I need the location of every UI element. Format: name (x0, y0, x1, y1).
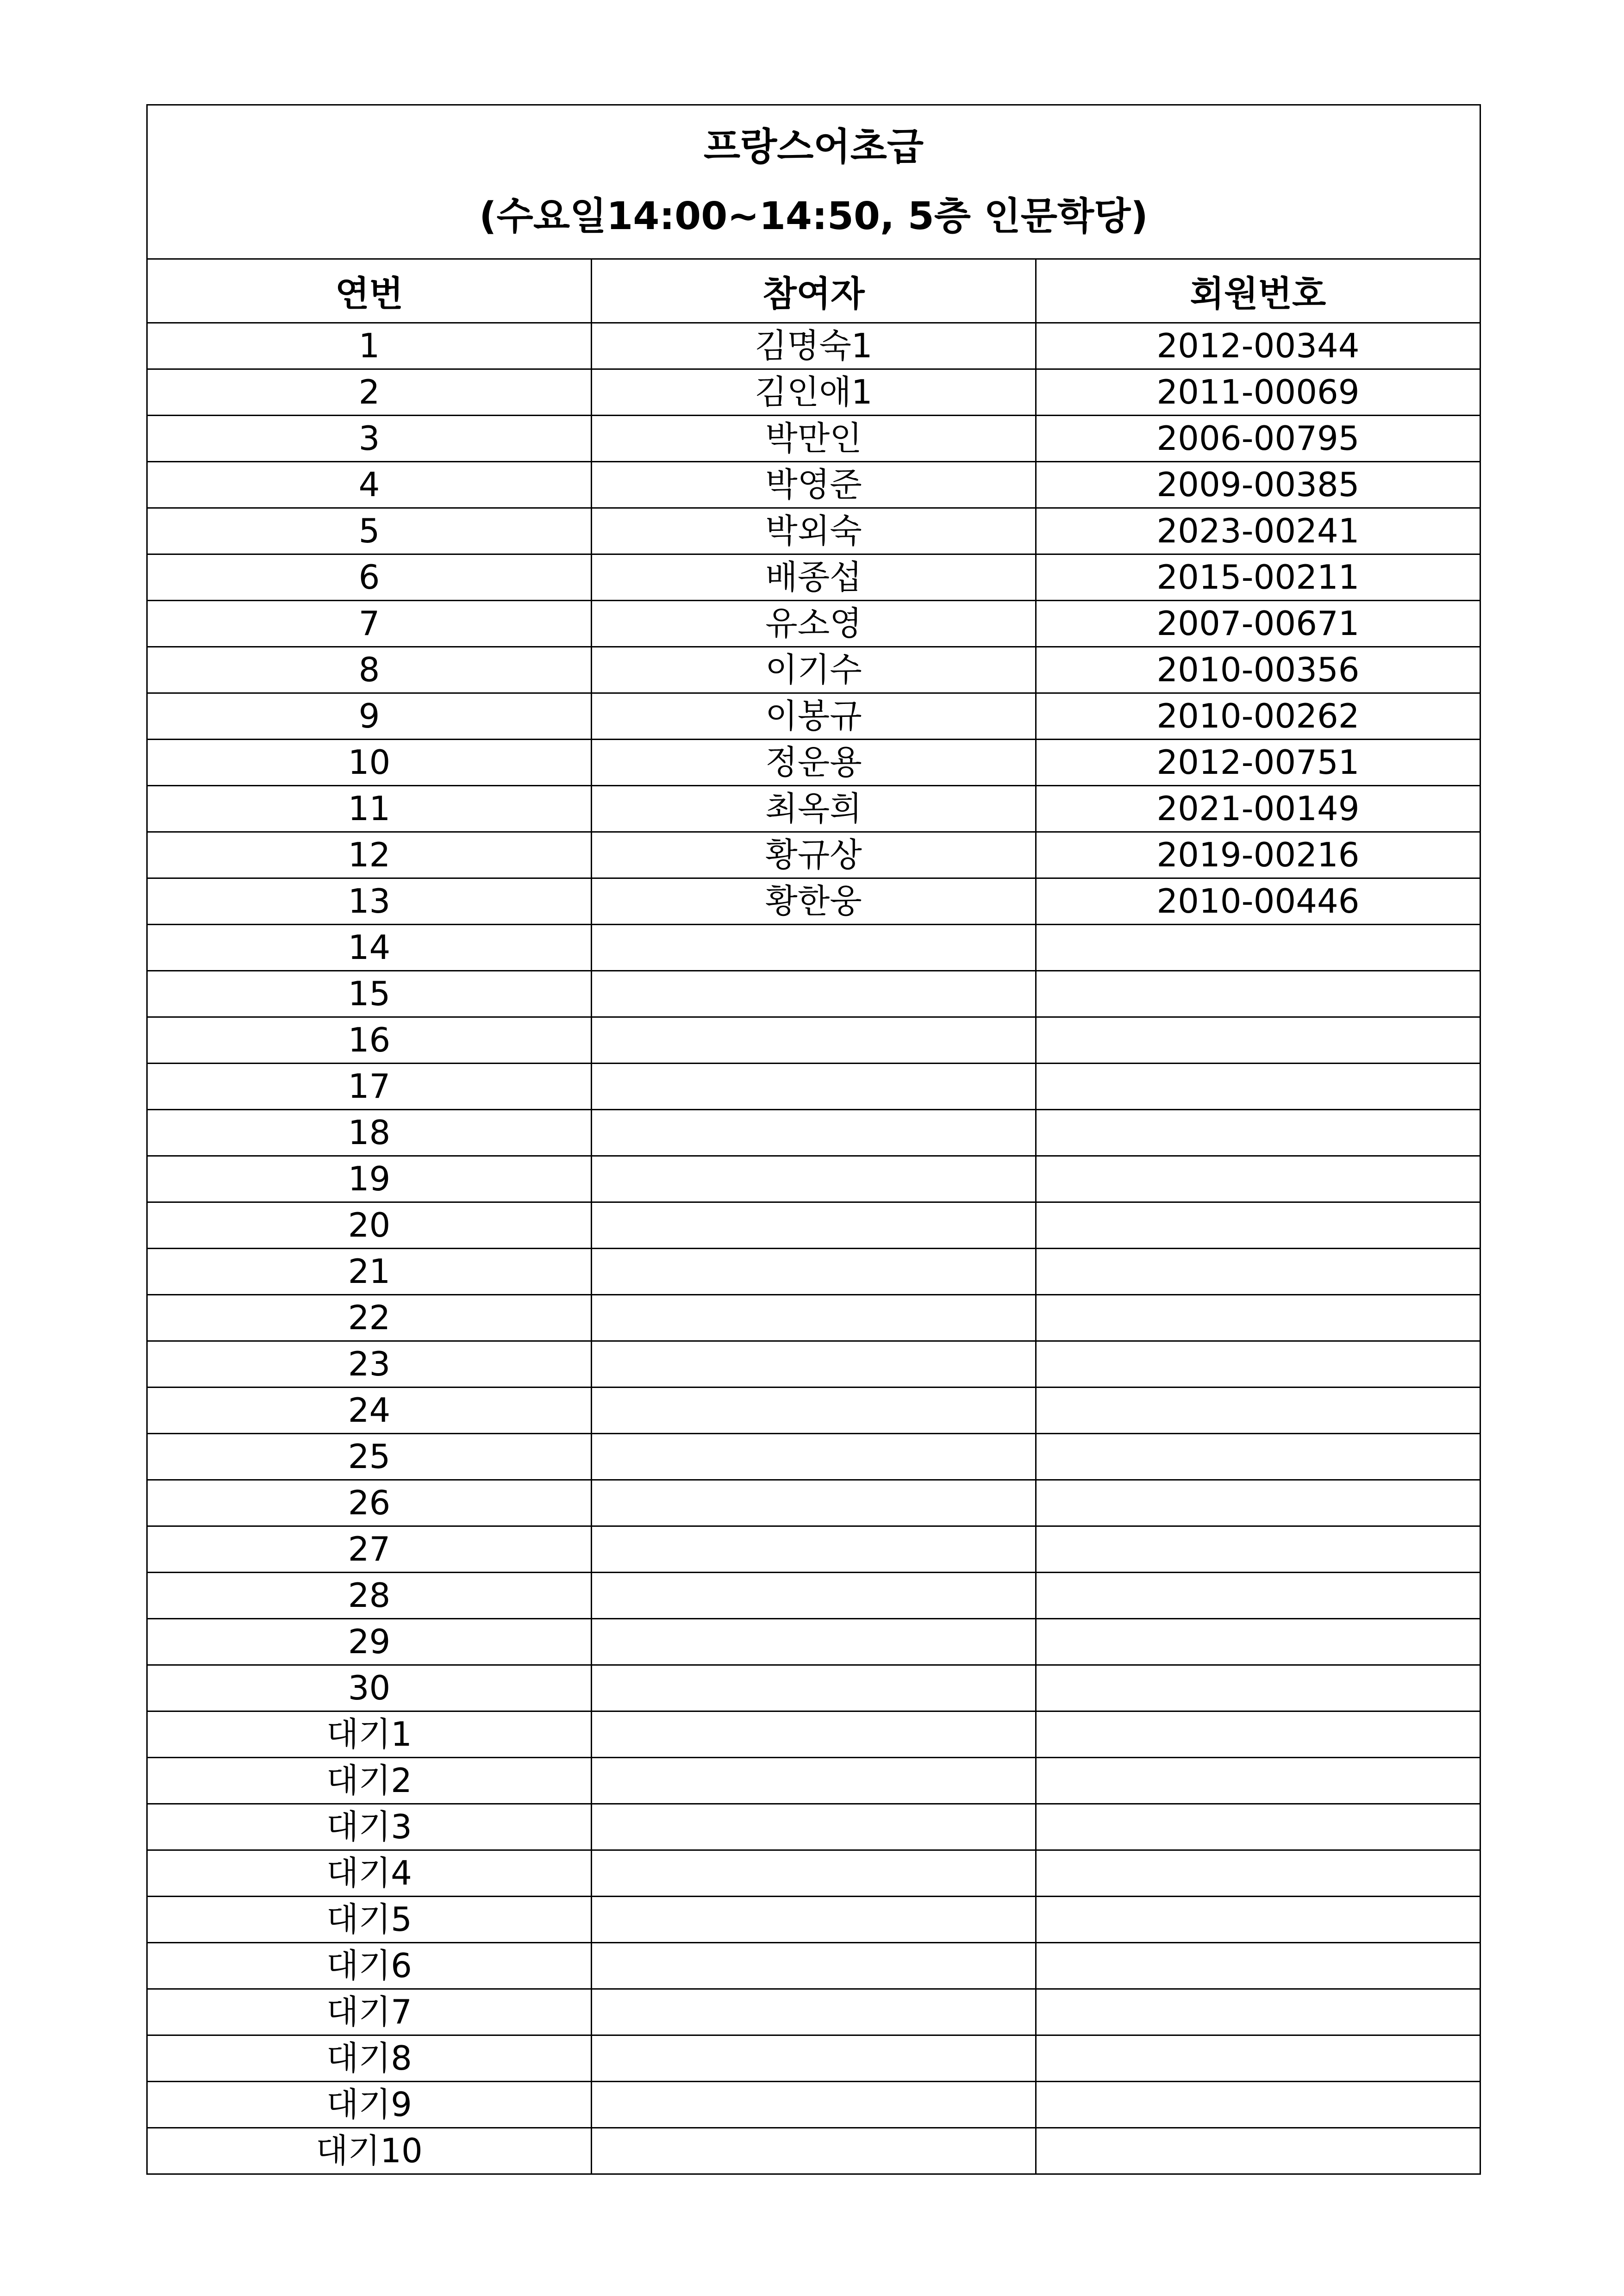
cell-participant (592, 925, 1036, 971)
header-row (147, 259, 1480, 323)
cell-participant (592, 1017, 1036, 1064)
table-row (147, 1295, 1480, 1341)
cell-participant: 이봉규 (592, 693, 1036, 740)
cell-member-id (1036, 1434, 1480, 1480)
cell-number: 28 (147, 1573, 592, 1619)
cell-number: 1 (147, 323, 592, 369)
cell-member-id: 2007-00671 (1036, 601, 1480, 647)
cell-member-id: 2010-00356 (1036, 647, 1480, 693)
page-title: 프랑스어초급 (703, 125, 924, 169)
cell-member-id (1036, 1341, 1480, 1388)
title-row (147, 105, 1480, 259)
cell-participant (592, 1758, 1036, 1804)
table-row (147, 786, 1480, 832)
table-row (147, 971, 1480, 1017)
cell-member-id (1036, 1850, 1480, 1897)
cell-member-id: 2019-00216 (1036, 832, 1480, 878)
cell-participant (592, 2128, 1036, 2174)
table-row (147, 647, 1480, 693)
cell-participant (592, 1064, 1036, 1110)
cell-member-id: 2010-00262 (1036, 693, 1480, 740)
cell-member-id (1036, 2035, 1480, 2082)
cell-member-id (1036, 1249, 1480, 1295)
cell-number: 대기10 (147, 2128, 592, 2174)
cell-member-id: 2006-00795 (1036, 416, 1480, 462)
cell-member-id (1036, 1064, 1480, 1110)
table-row (147, 832, 1480, 878)
table-row (147, 1017, 1480, 1064)
cell-number: 24 (147, 1388, 592, 1434)
cell-participant (592, 1341, 1036, 1388)
cell-number: 대기8 (147, 2035, 592, 2082)
page-subtitle: (수요일14:00~14:50, 5층 인문학당) (479, 194, 1148, 238)
cell-member-id (1036, 1897, 1480, 1943)
cell-participant: 최옥희 (592, 786, 1036, 832)
table-row (147, 1665, 1480, 1711)
cell-number: 대기5 (147, 1897, 592, 1943)
cell-member-id (1036, 1017, 1480, 1064)
cell-number: 7 (147, 601, 592, 647)
cell-number: 대기2 (147, 1758, 592, 1804)
table-row (147, 416, 1480, 462)
cell-participant (592, 1989, 1036, 2035)
cell-member-id (1036, 1711, 1480, 1758)
cell-participant (592, 1804, 1036, 1850)
cell-participant (592, 1480, 1036, 1526)
cell-number: 25 (147, 1434, 592, 1480)
table-row (147, 2082, 1480, 2128)
table-row (147, 1804, 1480, 1850)
cell-member-id (1036, 1619, 1480, 1665)
table-row (147, 2035, 1480, 2082)
cell-number: 4 (147, 462, 592, 508)
cell-participant (592, 1943, 1036, 1989)
table-row (147, 1202, 1480, 1249)
cell-participant (592, 1434, 1036, 1480)
table-row (147, 1850, 1480, 1897)
table-row (147, 1388, 1480, 1434)
cell-number: 대기9 (147, 2082, 592, 2128)
cell-number: 19 (147, 1156, 592, 1202)
cell-number: 17 (147, 1064, 592, 1110)
cell-member-id (1036, 2082, 1480, 2128)
table-row (147, 369, 1480, 416)
cell-member-id: 2015-00211 (1036, 554, 1480, 601)
cell-member-id (1036, 1202, 1480, 1249)
cell-member-id (1036, 1758, 1480, 1804)
cell-participant: 배종섭 (592, 554, 1036, 601)
cell-participant (592, 1202, 1036, 1249)
cell-participant: 황규상 (592, 832, 1036, 878)
table-row (147, 925, 1480, 971)
table-row (147, 601, 1480, 647)
cell-participant: 박만인 (592, 416, 1036, 462)
cell-participant (592, 1156, 1036, 1202)
cell-participant: 이기수 (592, 647, 1036, 693)
cell-number: 13 (147, 878, 592, 925)
cell-number: 22 (147, 1295, 592, 1341)
cell-participant: 박외숙 (592, 508, 1036, 554)
title-cell (147, 105, 1480, 259)
cell-number: 3 (147, 416, 592, 462)
cell-participant (592, 1850, 1036, 1897)
table-row (147, 1758, 1480, 1804)
table-row (147, 1156, 1480, 1202)
table-row (147, 508, 1480, 554)
cell-number: 대기7 (147, 1989, 592, 2035)
cell-participant (592, 1573, 1036, 1619)
cell-number: 11 (147, 786, 592, 832)
cell-member-id: 2012-00344 (1036, 323, 1480, 369)
cell-member-id (1036, 1665, 1480, 1711)
table-row (147, 1341, 1480, 1388)
cell-number: 29 (147, 1619, 592, 1665)
cell-number: 대기4 (147, 1850, 592, 1897)
cell-participant (592, 2035, 1036, 2082)
cell-number: 14 (147, 925, 592, 971)
cell-participant (592, 1526, 1036, 1573)
cell-member-id (1036, 1943, 1480, 1989)
cell-member-id: 2011-00069 (1036, 369, 1480, 416)
cell-member-id (1036, 1295, 1480, 1341)
cell-member-id (1036, 2128, 1480, 2174)
table-row (147, 1897, 1480, 1943)
cell-member-id (1036, 925, 1480, 971)
cell-number: 23 (147, 1341, 592, 1388)
cell-number: 대기3 (147, 1804, 592, 1850)
cell-member-id (1036, 1526, 1480, 1573)
table-row (147, 1619, 1480, 1665)
table-row (147, 878, 1480, 925)
cell-participant (592, 1619, 1036, 1665)
cell-member-id: 2012-00751 (1036, 740, 1480, 786)
cell-number: 8 (147, 647, 592, 693)
cell-number: 18 (147, 1110, 592, 1156)
table-row (147, 1480, 1480, 1526)
table-row (147, 1943, 1480, 1989)
table-row (147, 554, 1480, 601)
cell-number: 10 (147, 740, 592, 786)
cell-participant (592, 1249, 1036, 1295)
table-row (147, 1573, 1480, 1619)
cell-member-id (1036, 971, 1480, 1017)
cell-number: 26 (147, 1480, 592, 1526)
cell-number: 15 (147, 971, 592, 1017)
cell-participant (592, 1388, 1036, 1434)
cell-participant: 김명숙1 (592, 323, 1036, 369)
table-row (147, 1064, 1480, 1110)
cell-participant: 정운용 (592, 740, 1036, 786)
cell-member-id: 2023-00241 (1036, 508, 1480, 554)
cell-number: 30 (147, 1665, 592, 1711)
table-row (147, 323, 1480, 369)
cell-member-id: 2021-00149 (1036, 786, 1480, 832)
cell-participant (592, 1897, 1036, 1943)
cell-member-id: 2009-00385 (1036, 462, 1480, 508)
cell-number: 27 (147, 1526, 592, 1573)
cell-member-id (1036, 1804, 1480, 1850)
column-header-number: 연번 (147, 259, 592, 323)
column-header-participant: 참여자 (592, 259, 1036, 323)
cell-number: 9 (147, 693, 592, 740)
table-row (147, 1711, 1480, 1758)
cell-member-id (1036, 1480, 1480, 1526)
cell-number: 12 (147, 832, 592, 878)
table-row (147, 1989, 1480, 2035)
cell-number: 대기6 (147, 1943, 592, 1989)
table-body (147, 323, 1480, 2174)
cell-participant (592, 1110, 1036, 1156)
cell-participant (592, 2082, 1036, 2128)
cell-number: 5 (147, 508, 592, 554)
cell-member-id (1036, 1989, 1480, 2035)
cell-participant (592, 1665, 1036, 1711)
cell-participant: 김인애1 (592, 369, 1036, 416)
table-row (147, 1526, 1480, 1573)
cell-participant: 황한웅 (592, 878, 1036, 925)
cell-participant (592, 1711, 1036, 1758)
cell-member-id (1036, 1156, 1480, 1202)
cell-member-id (1036, 1110, 1480, 1156)
cell-participant: 박영준 (592, 462, 1036, 508)
cell-number: 16 (147, 1017, 592, 1064)
cell-number: 21 (147, 1249, 592, 1295)
cell-participant (592, 971, 1036, 1017)
cell-number: 2 (147, 369, 592, 416)
table-row (147, 740, 1480, 786)
table-row (147, 462, 1480, 508)
cell-participant: 유소영 (592, 601, 1036, 647)
cell-participant (592, 1295, 1036, 1341)
table-row (147, 1110, 1480, 1156)
table-row (147, 693, 1480, 740)
cell-number: 6 (147, 554, 592, 601)
cell-member-id (1036, 1573, 1480, 1619)
cell-number: 20 (147, 1202, 592, 1249)
cell-number: 대기1 (147, 1711, 592, 1758)
attendance-table (146, 104, 1481, 2175)
cell-member-id (1036, 1388, 1480, 1434)
table-row (147, 1249, 1480, 1295)
table-row (147, 1434, 1480, 1480)
column-header-member-id: 회원번호 (1036, 259, 1480, 323)
table-row (147, 2128, 1480, 2174)
cell-member-id: 2010-00446 (1036, 878, 1480, 925)
